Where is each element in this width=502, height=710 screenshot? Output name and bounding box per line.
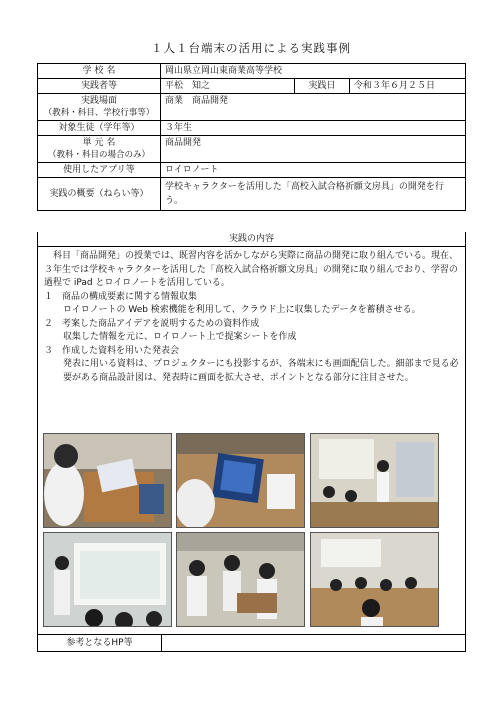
scene-label-main: 実践場面 <box>80 96 117 106</box>
target-label: 対象生徒（学年等） <box>38 121 161 136</box>
unit-label <box>38 136 161 163</box>
scene-label <box>38 94 161 121</box>
teacher-label: 実践者等 <box>38 79 161 94</box>
unit-label-main: 単 元 名 <box>82 138 116 148</box>
photo-students-listening <box>176 532 305 627</box>
app-value: ロイロノート <box>161 163 466 178</box>
item-2-body: 収集した情報を元に、ロイロノート上で提案シートを作成 <box>63 332 297 342</box>
unit-label-sub: （教科・科目の場合のみ） <box>47 150 150 160</box>
photo-classroom-wide <box>310 532 439 627</box>
content-heading: 実践の内容 <box>38 232 465 247</box>
scene-label-sub: （教科・科目、学校行事等） <box>43 108 155 118</box>
item-3-head: ３ 作成した資料を用いた発表会 <box>44 345 180 356</box>
target-value: ３年生 <box>161 121 466 136</box>
unit-value: 商品開発 <box>161 136 466 163</box>
content-intro: 科目「商品開発」の授業では、既習内容を活かしながら実際に商品の開発に取り組んでいる。現在、３年生では学校キャラクターを活用した「高校入試合格祈願文房具」の開発に取り組んでおり、学習の過程で iPad とロイロノートを活用している。 <box>44 251 459 288</box>
date-label: 実践日 <box>295 79 350 94</box>
info-table <box>37 63 466 211</box>
school-value: 岡山県立岡山東商業高等学校 <box>161 64 466 79</box>
item-2-head: ２ 考案した商品アイデアを説明するための資料作成 <box>44 318 260 329</box>
teacher-value: 平松 知之 <box>161 79 295 94</box>
photo-ipad-closeup <box>176 433 305 528</box>
content-body <box>38 247 465 385</box>
reference-hp-row <box>37 635 466 652</box>
item-1-head: １ 商品の構成要素に関する情報収集 <box>44 291 198 302</box>
school-label: 学 校 名 <box>38 64 161 79</box>
page-title: １人１台端末の活用による実践事例 <box>151 41 351 55</box>
item-1-body: ロイロノートの Web 検索機能を利用して、クラウド上に収集したデータを蓄積させる。 <box>63 305 421 315</box>
scene-value: 商業 商品開発 <box>161 94 466 121</box>
date-value: 令和３年６月２５日 <box>350 79 466 94</box>
practice-content-section <box>37 232 466 635</box>
aim-label: 実践の概要（ねらい等） <box>38 178 161 211</box>
reference-hp-label: 参考となるHP等 <box>38 635 162 651</box>
photo-classroom-presenter <box>310 433 439 528</box>
app-label: 使用したアプリ等 <box>38 163 161 178</box>
item-3-body: 発表に用いる資料は、プロジェクターにも投影するが、各端末にも画面配信した。細部まで見る必要がある商品設計図は、発表時に画面を拡大させ、ポイントとなる部分に注目させた。 <box>63 359 459 383</box>
aim-value: 学校キャラクターを活用した「高校入試合格祈願文房具」の開発を行う。 <box>161 178 466 211</box>
photo-projection-screen <box>43 532 172 627</box>
photo-student-ipad <box>43 433 172 528</box>
